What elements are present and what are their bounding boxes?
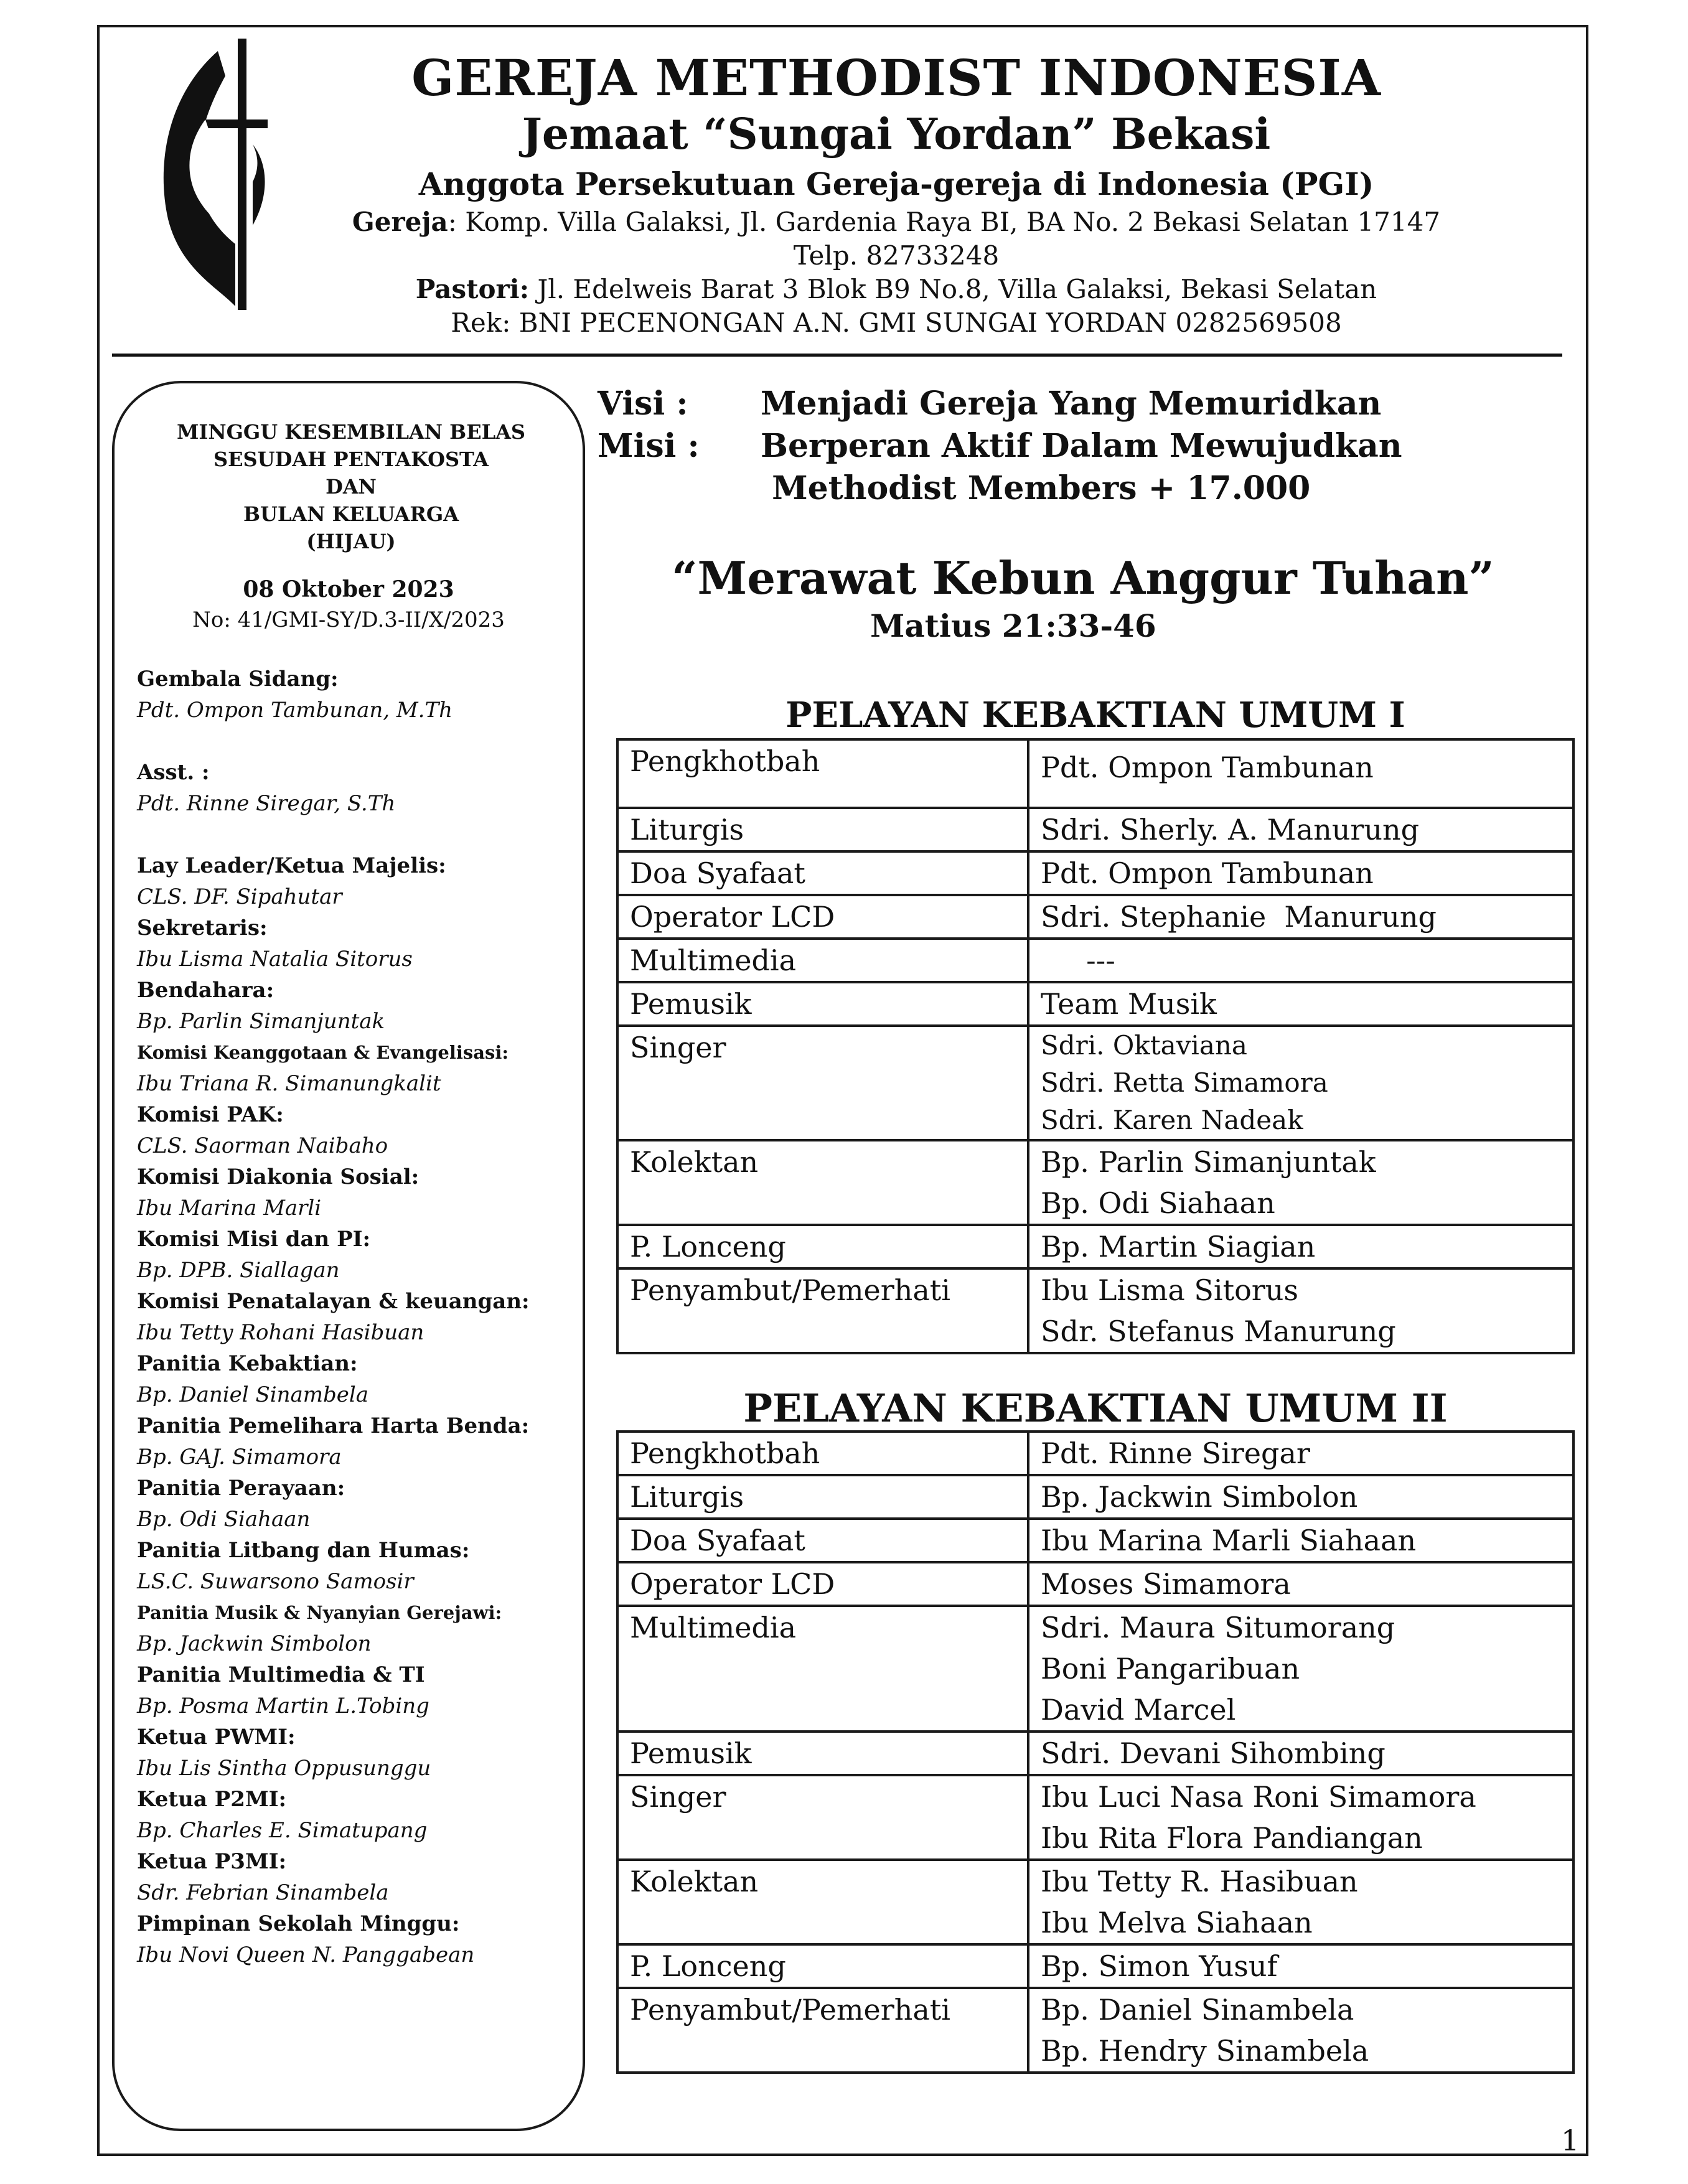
sidebar-heading-line: MINGGU KESEMBILAN BELAS	[176, 420, 526, 444]
service-row	[617, 1432, 1573, 1475]
sidebar-heading-line: BULAN KELUARGA	[243, 502, 459, 526]
congregation-name: Jemaat “Sungai Yordan” Bekasi	[522, 110, 1271, 159]
officer-role: Gembala Sidang:	[137, 667, 339, 691]
service-person: Pdt. Rinne Siregar	[1041, 1436, 1310, 1470]
service-row	[617, 851, 1573, 895]
header-divider	[112, 354, 1562, 357]
church-address	[274, 207, 1519, 237]
service-row	[617, 1140, 1573, 1225]
officer-role: Panitia Perayaan:	[137, 1476, 345, 1501]
service-row	[617, 1026, 1573, 1140]
service-person: Sdri. Karen Nadeak	[1041, 1105, 1303, 1135]
service-row	[617, 1732, 1573, 1775]
officer-role: Pimpinan Sekolah Minggu:	[137, 1911, 460, 1936]
service-role: Operator LCD	[617, 1562, 1028, 1606]
officer-name: Bp. Parlin Simanjuntak	[137, 1009, 385, 1034]
officer-name: Pdt. Rinne Siregar, S.Th	[137, 791, 396, 816]
page-number: 1	[1561, 2124, 1580, 2157]
officer-role: Bendahara:	[137, 978, 274, 1003]
service-person: Sdri. Oktaviana	[1041, 1030, 1247, 1061]
officer-name: Ibu Triana R. Simanungkalit	[137, 1071, 441, 1096]
officer-name: Ibu Lisma Natalia Sitorus	[137, 947, 413, 972]
service-names	[1028, 982, 1573, 1026]
service-row	[617, 808, 1573, 851]
service-names	[1028, 739, 1573, 808]
service-person: Bp. Martin Siagian	[1041, 1230, 1316, 1263]
service-person: Ibu Tetty R. Hasibuan	[1041, 1865, 1358, 1898]
officer-name: Bp. Charles E. Simatupang	[137, 1818, 428, 1843]
service-person: Sdr. Stefanus Manurung	[1041, 1315, 1396, 1348]
officer-name: Ibu Lis Sintha Oppusunggu	[137, 1756, 431, 1781]
service-person: Ibu Lisma Sitorus	[1041, 1273, 1299, 1307]
church-phone: Telp. 82733248	[793, 240, 1000, 271]
service-person: Sdri. Maura Situmorang	[1041, 1611, 1395, 1644]
service-role: Doa Syafaat	[617, 851, 1028, 895]
parsonage-address	[274, 274, 1519, 304]
service-person: Boni Pangaribuan	[1041, 1652, 1300, 1685]
officer-role: Panitia Litbang dan Humas:	[137, 1538, 470, 1563]
service-person: Pdt. Ompon Tambunan	[1041, 856, 1374, 890]
service-role: Singer	[617, 1775, 1028, 1860]
service-names	[1028, 1225, 1573, 1268]
service-role: Penyambut/Pemerhati	[617, 1988, 1028, 2073]
service-person: Ibu Luci Nasa Roni Simamora	[1041, 1780, 1476, 1814]
service-role: Pemusik	[617, 1732, 1028, 1775]
sermon-verse: Matius 21:33-46	[870, 607, 1156, 644]
officer-name: Ibu Tetty Rohani Hasibuan	[137, 1320, 424, 1345]
vision-label: Visi :	[598, 385, 688, 423]
officer-name: Bp. Jackwin Simbolon	[137, 1631, 372, 1656]
service-role: Kolektan	[617, 1140, 1028, 1225]
service-role: Pengkhotbah	[617, 739, 1028, 808]
service-names	[1028, 1732, 1573, 1775]
service1-title: PELAYAN KEBAKTIAN UMUM I	[785, 695, 1405, 736]
service-person: Sdri. Stephanie Manurung	[1041, 900, 1437, 934]
service-person: Ibu Rita Flora Pandiangan	[1041, 1821, 1423, 1855]
service-person: Bp. Jackwin Simbolon	[1041, 1480, 1358, 1514]
officers-list	[137, 663, 573, 1971]
sidebar-heading-line: SESUDAH PENTAKOSTA	[213, 448, 489, 471]
service-names	[1028, 1562, 1573, 1606]
service-names	[1028, 1860, 1573, 1944]
service-person: Sdri. Sherly. A. Manurung	[1041, 813, 1420, 846]
officer-role: Ketua P2MI:	[137, 1787, 287, 1812]
officer-role: Komisi Keanggotaan & Evangelisasi:	[137, 1042, 509, 1063]
service-row	[617, 1519, 1573, 1562]
officer-role: Panitia Kebaktian:	[137, 1351, 358, 1376]
service-role: Pengkhotbah	[617, 1432, 1028, 1475]
service-role: Multimedia	[617, 939, 1028, 982]
bank-account: Rek: BNI PECENONGAN A.N. GMI SUNGAI YORDAN 0282569508	[451, 307, 1342, 338]
service-row	[617, 1944, 1573, 1988]
officer-name: Bp. Posma Martin L.Tobing	[137, 1694, 429, 1718]
officer-name: Ibu Marina Marli	[137, 1196, 322, 1221]
service2-table	[616, 1430, 1575, 2074]
officer-name: Pdt. Ompon Tambunan, M.Th	[137, 698, 453, 723]
service-person: David Marcel	[1041, 1693, 1236, 1727]
service-names	[1028, 1140, 1573, 1225]
officer-role: Asst. :	[137, 760, 210, 785]
service-role: Doa Syafaat	[617, 1519, 1028, 1562]
officer-name: Bp. DPB. Siallagan	[137, 1258, 340, 1283]
church-title: GEREJA METHODIST INDONESIA	[411, 49, 1381, 107]
bulletin-date: 08 Oktober 2023	[243, 576, 454, 602]
service-names	[1028, 1775, 1573, 1860]
officer-role: Komisi Diakonia Sosial:	[137, 1165, 420, 1189]
service-row	[617, 939, 1573, 982]
parsonage-label: Pastori:	[415, 274, 530, 304]
service-names	[1028, 1475, 1573, 1519]
service-person: Team Musik	[1041, 987, 1217, 1021]
service-names	[1028, 1026, 1573, 1140]
service-row	[617, 1606, 1573, 1732]
service-person: Sdri. Retta Simamora	[1041, 1067, 1328, 1098]
officer-name: CLS. Saorman Naibaho	[137, 1133, 388, 1158]
service-names	[1028, 1519, 1573, 1562]
service-person: Ibu Marina Marli Siahaan	[1041, 1524, 1417, 1557]
mission-text-2: Methodist Members + 17.000	[761, 469, 1311, 507]
vision-text: Menjadi Gereja Yang Memuridkan	[761, 385, 1382, 423]
officer-role: Lay Leader/Ketua Majelis:	[137, 853, 446, 878]
officer-role: Panitia Multimedia & TI	[137, 1662, 425, 1687]
service-names	[1028, 1944, 1573, 1988]
service-role: Pemusik	[617, 982, 1028, 1026]
mission-label: Misi :	[598, 427, 700, 465]
service-names	[1028, 1606, 1573, 1732]
service-row	[617, 1268, 1573, 1353]
officer-role: Panitia Musik & Nyanyian Gerejawi:	[137, 1602, 502, 1623]
service-row	[617, 1860, 1573, 1944]
service-row	[617, 895, 1573, 939]
service1-table	[616, 738, 1575, 1354]
officer-role: Ketua P3MI:	[137, 1849, 287, 1874]
service-person: Moses Simamora	[1041, 1567, 1291, 1601]
service-row	[617, 1475, 1573, 1519]
service-person: Bp. Daniel Sinambela	[1041, 1993, 1354, 2027]
church-address-label: Gereja	[352, 207, 448, 237]
service-role: P. Lonceng	[617, 1944, 1028, 1988]
service-role: Singer	[617, 1026, 1028, 1140]
service-role: Kolektan	[617, 1860, 1028, 1944]
service-person: Pdt. Ompon Tambunan	[1041, 751, 1374, 784]
officer-name: Ibu Novi Queen N. Panggabean	[137, 1943, 475, 1967]
cross-and-flame-logo	[143, 39, 274, 312]
mission-text: Berperan Aktif Dalam Mewujudkan	[761, 427, 1402, 465]
service-row	[617, 1988, 1573, 2073]
service-role: P. Lonceng	[617, 1225, 1028, 1268]
service-role: Liturgis	[617, 1475, 1028, 1519]
service-row	[617, 1562, 1573, 1606]
officer-name: Bp. Daniel Sinambela	[137, 1382, 369, 1407]
service-row	[617, 1225, 1573, 1268]
service-person: Bp. Hendry Sinambela	[1041, 2034, 1369, 2068]
service-row	[617, 1775, 1573, 1860]
bulletin-number: No: 41/GMI-SY/D.3-II/X/2023	[192, 607, 505, 632]
service-person: Ibu Melva Siahaan	[1041, 1906, 1313, 1939]
service-names	[1028, 808, 1573, 851]
service-row	[617, 982, 1573, 1026]
service-role: Liturgis	[617, 808, 1028, 851]
service-person: Bp. Odi Siahaan	[1041, 1186, 1275, 1220]
service-person: Bp. Parlin Simanjuntak	[1041, 1145, 1376, 1179]
parsonage-text: Jl. Edelweis Barat 3 Blok B9 No.8, Villa Galaksi, Bekasi Selatan	[529, 274, 1377, 304]
service-names	[1028, 1432, 1573, 1475]
sidebar-heading-line: (HIJAU)	[306, 530, 396, 553]
officer-role: Panitia Pemelihara Harta Benda:	[137, 1413, 530, 1438]
service-names	[1028, 895, 1573, 939]
service-names	[1028, 1988, 1573, 2073]
service-person: ---	[1041, 944, 1115, 977]
service-person: Bp. Simon Yusuf	[1041, 1949, 1278, 1983]
officer-role: Komisi Penatalayan & keuangan:	[137, 1289, 530, 1314]
officer-name: CLS. DF. Sipahutar	[137, 884, 342, 909]
officer-name: Sdr. Febrian Sinambela	[137, 1880, 389, 1905]
sermon-theme: “Merawat Kebun Anggur Tuhan”	[672, 551, 1494, 604]
sidebar-heading-line: DAN	[326, 475, 377, 499]
service-names	[1028, 1268, 1573, 1353]
service-row	[617, 739, 1573, 808]
officer-name: Bp. Odi Siahaan	[137, 1507, 311, 1532]
service-names	[1028, 939, 1573, 982]
officer-role: Komisi PAK:	[137, 1102, 284, 1127]
service-person: Sdri. Devani Sihombing	[1041, 1736, 1386, 1770]
service2-title: PELAYAN KEBAKTIAN UMUM II	[743, 1385, 1448, 1431]
service-role: Operator LCD	[617, 895, 1028, 939]
officer-name: Bp. GAJ. Simamora	[137, 1445, 342, 1469]
officer-role: Sekretaris:	[137, 916, 268, 940]
membership-line: Anggota Persekutuan Gereja-gereja di Indonesia (PGI)	[418, 166, 1374, 202]
officer-name: LS.C. Suwarsono Samosir	[137, 1569, 414, 1594]
church-address-text: : Komp. Villa Galaksi, Jl. Gardenia Raya BI, BA No. 2 Bekasi Selatan 17147	[448, 207, 1441, 237]
officer-role: Komisi Misi dan PI:	[137, 1227, 371, 1252]
service-role: Multimedia	[617, 1606, 1028, 1732]
officer-role: Ketua PWMI:	[137, 1725, 296, 1750]
service-names	[1028, 851, 1573, 895]
service-role: Penyambut/Pemerhati	[617, 1268, 1028, 1353]
